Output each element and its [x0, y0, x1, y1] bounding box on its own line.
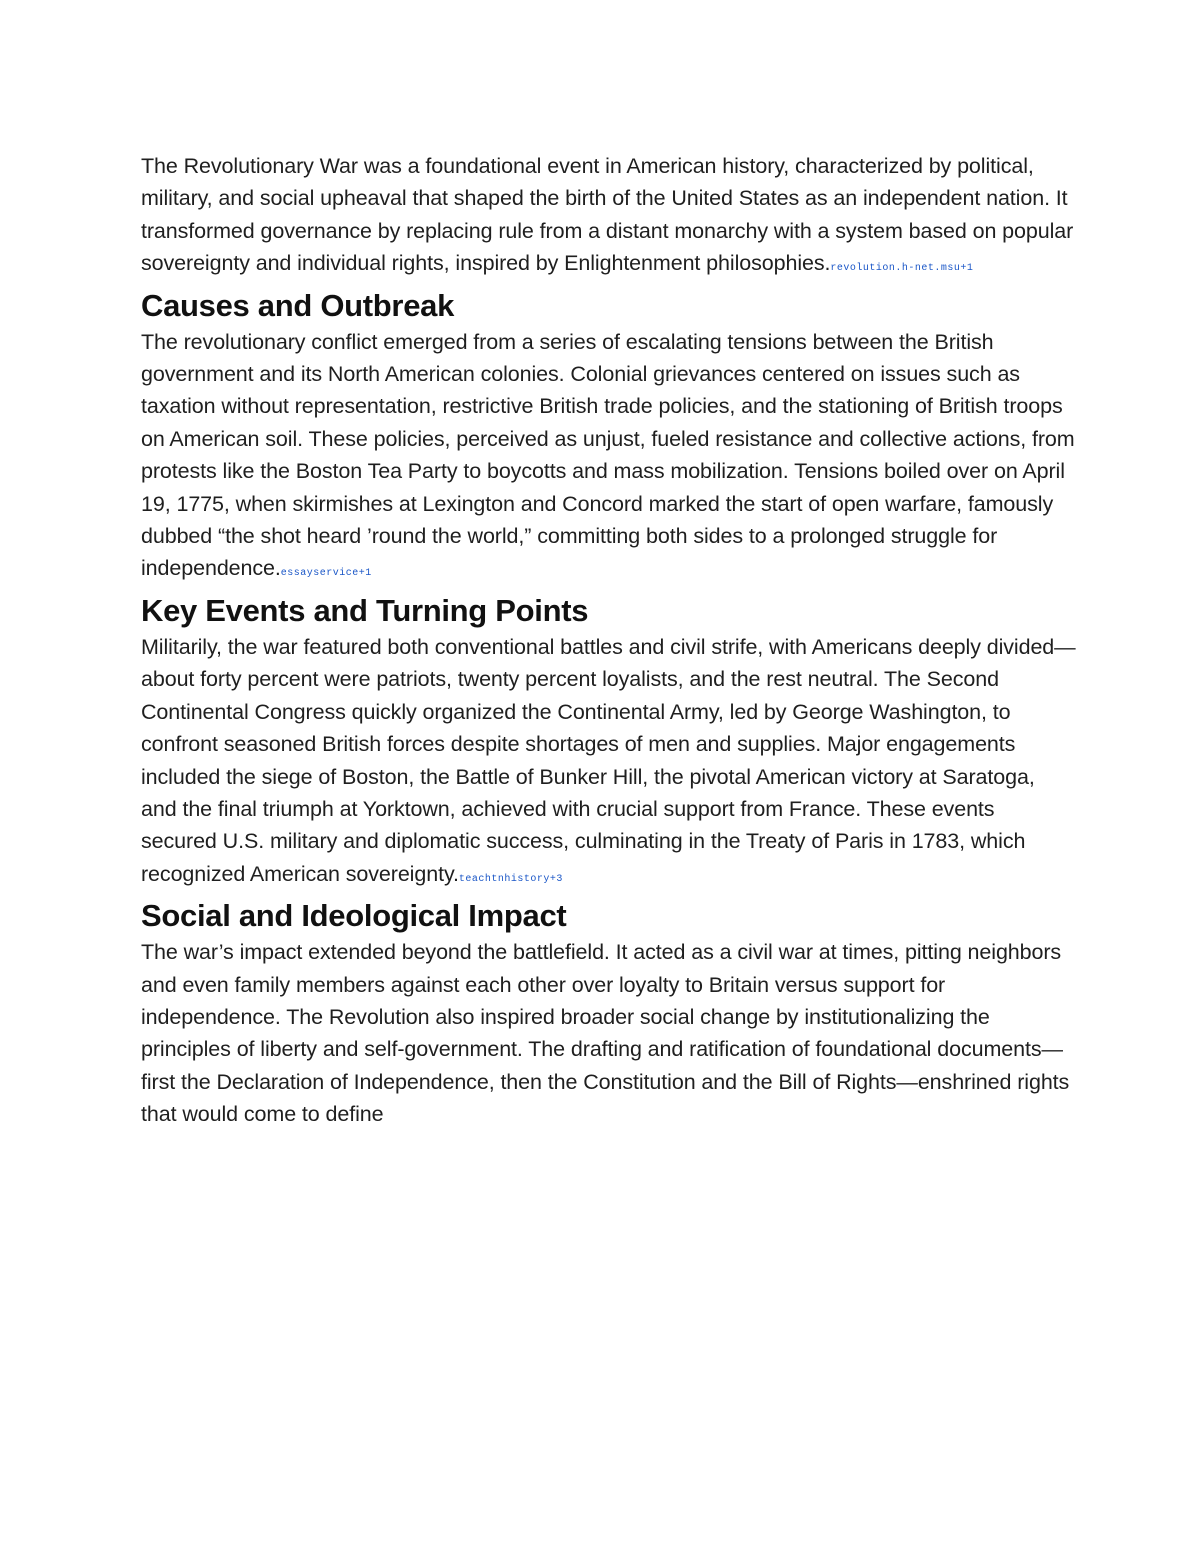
section-paragraph-causes [141, 326, 1076, 591]
key-events-text: Militarily, the war featured both conventional battles and civil strife, with Americans deeply divided—about forty percent were patriots, twenty percent loyalists, and the rest neutral. The Second Continental Congress quickly organized the Continental Army, led by George Washington, to confront seasoned British forces despite shortages of men and supplies. Major engagements included the siege of Boston, the Battle of Bunker Hill, the pivotal American victory at Saratoga, and the final triumph at Yorktown, achieved with crucial support from France. These events secured U.S. military and diplomatic success, culminating in the Treaty of Paris in 1783, which recognized American sovereignty. [141, 634, 1076, 886]
document-page [141, 150, 1076, 1131]
section-heading-social-impact: Social and Ideological Impact [141, 898, 567, 934]
intro-paragraph [141, 150, 1076, 286]
social-impact-text: The war’s impact extended beyond the battlefield. It acted as a civil war at times, pitting neighbors and even family members against each other over loyalty to Britain versus support for independence. The Revolution also inspired broader social change by institutionalizing the principles of liberty and self-government. The drafting and ratification of foundational documents—first the Declaration of Independence, then the Constitution and the Bill of Rights—enshrined rights that would come to define [141, 940, 1070, 1127]
citation-link[interactable]: essayservice+1 [280, 568, 372, 580]
section-paragraph-key-events [141, 631, 1076, 896]
citation-link[interactable]: teachtnhistory+3 [458, 873, 563, 885]
citation-link[interactable]: revolution.h-net.msu+1 [830, 263, 974, 275]
section-paragraph-social-impact [141, 936, 1076, 1130]
section-heading-key-events: Key Events and Turning Points [141, 592, 589, 628]
section-heading-causes: Causes and Outbreak [141, 287, 455, 323]
causes-text: The revolutionary conflict emerged from a series of escalating tensions between the British government and its North American colonies. Colonial grievances centered on issues such as taxation without representation, restrictive British trade policies, and the stationing of British troops on American soil. These policies, perceived as unjust, fueled resistance and collective actions, from protests like the Boston Tea Party to boycotts and mass mobilization. Tensions boiled over on April 19, 1775, when skirmishes at Lexington and Concord marked the start of open warfare, famously dubbed “the shot heard ’round the world,” committing both sides to a prolonged struggle for independence. [141, 329, 1075, 581]
intro-text: The Revolutionary War was a foundational event in American history, characterized by political, military, and social upheaval that shaped the birth of the United States as an independent nation. It transformed governance by replacing rule from a distant monarchy with a system based on popular sovereignty and individual rights, inspired by Enlightenment philosophies. [141, 154, 1074, 276]
